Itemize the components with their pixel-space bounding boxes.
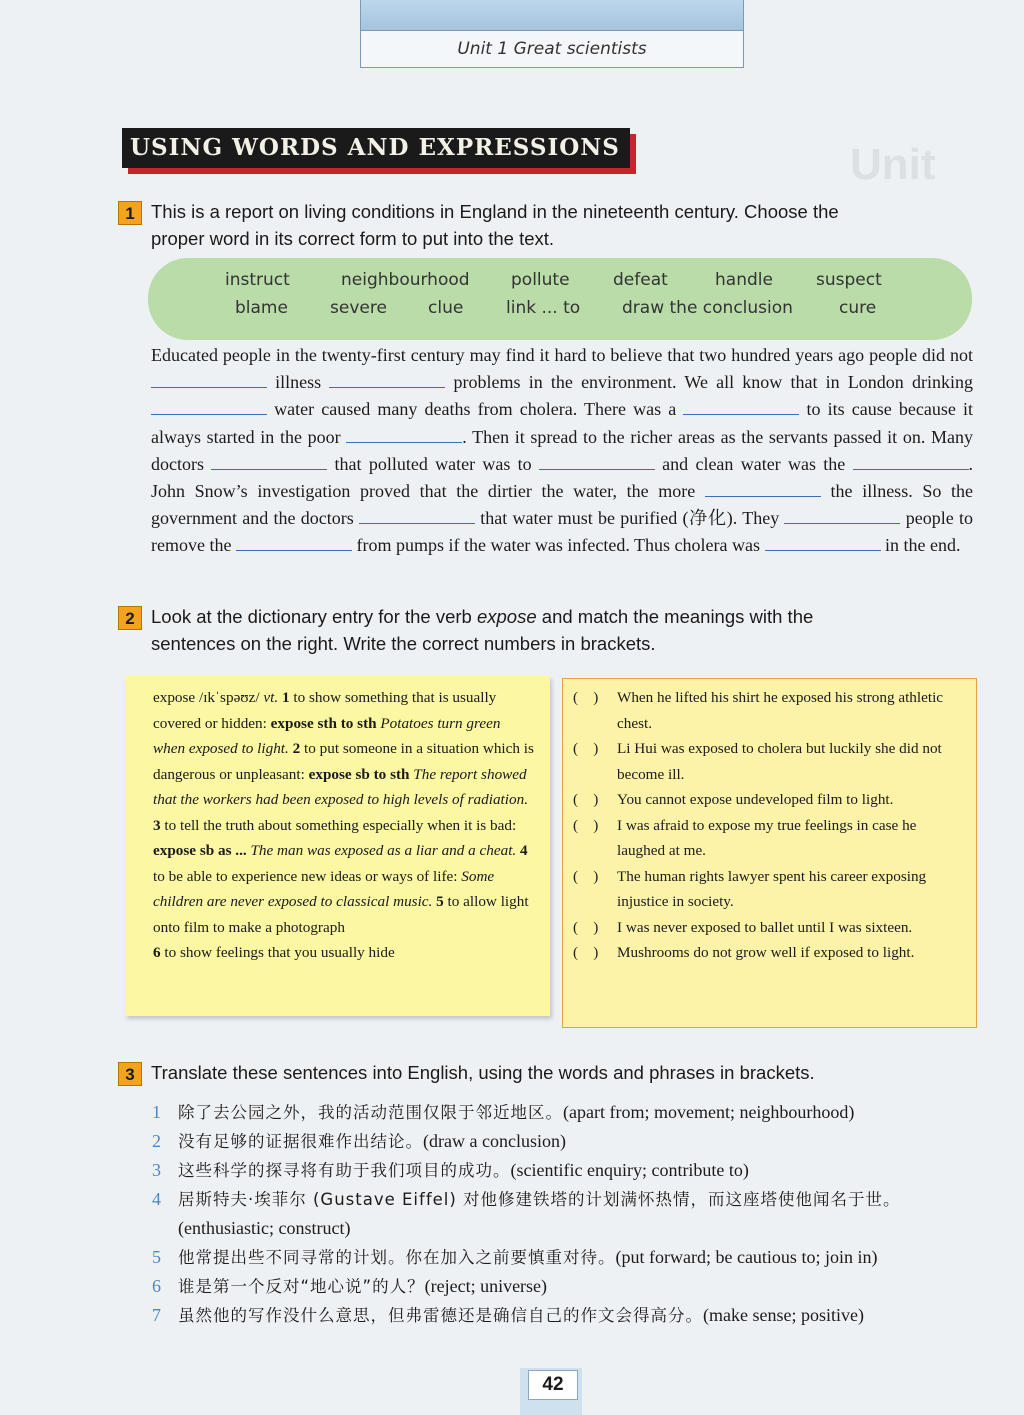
word-item: cure — [839, 298, 877, 318]
item-number: 7 — [152, 1305, 161, 1325]
instruction-text: and match the meanings with the — [536, 606, 814, 627]
key-phrases: (reject; universe) — [424, 1276, 548, 1296]
blank-13[interactable] — [765, 533, 881, 551]
instruction-line: sentences on the right. Write the correct numbers in brackets. — [151, 633, 656, 654]
translation-item — [152, 1185, 982, 1243]
sentence-text: Li Hui was exposed to cholera but luckily she did not become ill. — [617, 740, 942, 783]
sense-example: Some children are never exposed to classical music. — [153, 867, 495, 910]
chinese-sentence: 谁是第一个反对“地心说”的人？ — [178, 1277, 425, 1296]
exercise-1-number: 1 — [118, 201, 142, 225]
answer-bracket[interactable]: ( ) — [573, 689, 599, 706]
passage-text: from pumps if the water was infected. Thus cholera was — [351, 535, 765, 556]
translation-item — [152, 1272, 982, 1301]
word-item: link ... to — [506, 298, 581, 318]
blank-10[interactable] — [359, 506, 475, 524]
sense-number: 6 — [153, 944, 161, 961]
blank-7[interactable] — [539, 452, 655, 470]
blank-5[interactable] — [346, 425, 462, 443]
passage-text: Educated people in the twenty-first century may find it hard to believe that two hundred years ago people did not — [151, 345, 973, 365]
word-item: severe — [330, 298, 387, 318]
exercise-3-instruction: Translate these sentences into English, using the words and phrases in brackets. — [151, 1062, 815, 1083]
passage-text: people to remove the — [151, 508, 973, 556]
exercise-3-number: 3 — [118, 1062, 142, 1086]
sense-pattern: expose sb to sth — [308, 765, 410, 783]
word-item: draw the conclusion — [622, 298, 793, 318]
word-box — [148, 258, 972, 340]
blank-8[interactable] — [853, 452, 969, 470]
section-banner — [122, 128, 630, 168]
word-item: clue — [428, 298, 464, 318]
sentence-row — [573, 685, 968, 736]
sense-number: 1 — [278, 689, 290, 706]
sentence-text: The human rights lawyer spent his career exposing injustice in society. — [617, 867, 927, 910]
header-image — [361, 0, 743, 31]
blank-4[interactable] — [683, 397, 799, 415]
translation-item — [152, 1156, 982, 1185]
item-number: 3 — [152, 1160, 161, 1180]
sense-definition: to put someone in a situation which is dangerous or unpleasant: — [153, 740, 534, 783]
answer-bracket[interactable]: ( ) — [573, 867, 599, 885]
sentence-row — [573, 915, 968, 941]
bleed-through: Unit — [850, 140, 936, 189]
translation-list — [152, 1098, 982, 1330]
word-item: neighbourhood — [341, 270, 470, 290]
key-phrases: (enthusiastic; construct) — [178, 1218, 351, 1238]
unit-title: Unit 1 Great scientists — [457, 39, 647, 59]
passage-text: illness — [267, 372, 330, 393]
blank-9[interactable] — [705, 479, 821, 497]
passage-text: that polluted water was to — [327, 453, 539, 474]
item-number: 1 — [152, 1102, 161, 1122]
translation-item — [152, 1098, 982, 1127]
dict-pos: vt. — [263, 689, 279, 706]
chinese-sentence: 他常提出些不同寻常的计划。你在加入之前要慎重对待。 — [178, 1248, 616, 1267]
key-phrases: (put forward; be cautious to; join in) — [615, 1247, 878, 1267]
blank-1[interactable] — [151, 370, 267, 388]
sense-number: 4 — [516, 842, 528, 859]
sentence-row — [573, 940, 968, 966]
sense-definition: to show feelings that you usually hide — [160, 944, 395, 961]
chinese-sentence: 除了去公园之外，我的活动范围仅限于邻近地区。 — [178, 1103, 563, 1122]
blank-6[interactable] — [211, 452, 327, 470]
word-item: suspect — [816, 270, 882, 290]
chinese-sentence: 虽然他的写作没什么意思，但弗雷德还是确信自己的作文会得高分。 — [178, 1306, 703, 1325]
key-phrases: (scientific enquiry; contribute to) — [510, 1160, 749, 1180]
answer-bracket[interactable]: ( ) — [573, 740, 599, 757]
exercise-1-instruction — [151, 198, 973, 252]
sense-number: 5 — [432, 893, 444, 910]
item-number: 4 — [152, 1189, 161, 1209]
passage-text: in the end. — [880, 535, 961, 556]
answer-bracket[interactable]: ( ) — [573, 944, 599, 961]
word-item: handle — [715, 270, 773, 290]
passage-text: the illness. So the government and the doctors — [151, 481, 974, 529]
chinese-sentence: 没有足够的证据很难作出结论。 — [178, 1132, 423, 1151]
answer-bracket[interactable]: ( ) — [573, 816, 599, 834]
instruction-line: proper word in its correct form to put into the text. — [151, 228, 555, 249]
translation-item — [152, 1127, 982, 1156]
answer-bracket[interactable]: ( ) — [573, 918, 599, 936]
sense-definition: to show something that is usually covered or hidden: — [153, 689, 497, 732]
sense-number: 2 — [288, 740, 301, 757]
item-number: 6 — [152, 1276, 161, 1296]
exercise-2-instruction — [151, 603, 973, 657]
passage-text: and clean water was the — [654, 453, 853, 474]
passage-text: . John Snow’s investigation proved that the dirtier the water, the more — [151, 453, 973, 502]
blank-11[interactable] — [784, 506, 900, 524]
word-item: defeat — [613, 270, 668, 290]
item-number: 5 — [152, 1247, 161, 1267]
sentence-row — [573, 787, 968, 813]
passage-text: . Then it spread to the richer areas as the servants passed it on. Many doctors — [151, 426, 973, 474]
sentence-row — [573, 736, 968, 787]
answer-bracket[interactable]: ( ) — [573, 791, 599, 808]
blank-3[interactable] — [151, 397, 267, 415]
sense-definition: to be able to experience new ideas or ways of life: — [153, 867, 462, 885]
translation-item — [152, 1243, 982, 1272]
word-item: pollute — [511, 270, 570, 290]
blank-12[interactable] — [236, 533, 352, 551]
instruction-line: This is a report on living conditions in England in the nineteenth century. Choose the — [151, 201, 839, 222]
sense-pattern: expose sth to sth — [270, 714, 377, 732]
sentence-text: I was afraid to expose my true feelings in case he laughed at me. — [617, 816, 917, 859]
sentence-text: When he lifted his shirt he exposed his strong athletic chest. — [617, 689, 944, 732]
dict-headword: expose /ɪkˈspəʊz/ — [153, 689, 264, 706]
sense-definition: to allow light onto film to make a photograph — [153, 893, 529, 936]
key-phrases: (make sense; positive) — [703, 1305, 864, 1325]
sentence-text: You cannot expose undeveloped film to light. — [617, 791, 894, 808]
passage-text: water caused many deaths from cholera. There was a — [267, 399, 684, 420]
word-item: instruct — [225, 270, 290, 290]
exercise-2-number: 2 — [118, 606, 142, 630]
blank-2[interactable] — [329, 370, 445, 388]
sense-definition: to tell the truth about something especially when it is bad: — [160, 816, 517, 834]
sense-example: The man was exposed as a liar and a cheat. — [246, 842, 517, 859]
item-number: 2 — [152, 1131, 161, 1151]
translation-item — [152, 1301, 982, 1330]
instruction-text: Look at the dictionary entry for the verb — [151, 606, 477, 627]
sense-number: 3 — [153, 816, 161, 834]
sense-example: The report showed that the workers had been exposed to high levels of radiation. — [153, 765, 528, 808]
word-item: blame — [235, 298, 288, 318]
dictionary-entry — [125, 676, 550, 1016]
unit-header-tab — [360, 0, 744, 68]
key-phrases: (apart from; movement; neighbourhood) — [563, 1102, 855, 1122]
example-sentences — [562, 678, 977, 1028]
key-phrases: (draw a conclusion) — [423, 1131, 566, 1151]
passage-text: that water must be purified (净化). They — [475, 508, 785, 529]
passage-text: problems in the environment. We all know that in London drinking — [445, 372, 973, 393]
chinese-sentence: 居斯特夫·埃菲尔 (Gustave Eiffel) 对他修建铁塔的计划满怀热情，而这座塔使他闻名于世。 — [178, 1190, 901, 1209]
section-banner-text: USING WORDS AND EXPRESSIONS — [130, 134, 620, 161]
sense-example: Potatoes turn green when exposed to light. — [153, 714, 501, 757]
sense-pattern: expose sb as ... — [153, 842, 247, 859]
chinese-sentence: 这些科学的探寻将有助于我们项目的成功。 — [178, 1161, 511, 1180]
page-number: 42 — [528, 1370, 578, 1400]
sentence-text: Mushrooms do not grow well if exposed to light. — [617, 944, 915, 961]
instruction-verb: expose — [476, 606, 537, 627]
report-passage — [151, 342, 973, 560]
passage-text: to its cause because it always started in the poor — [151, 399, 974, 447]
sentence-row — [573, 813, 968, 864]
sentence-row — [573, 864, 968, 915]
sentence-text: I was never exposed to ballet until I was sixteen. — [617, 918, 913, 936]
